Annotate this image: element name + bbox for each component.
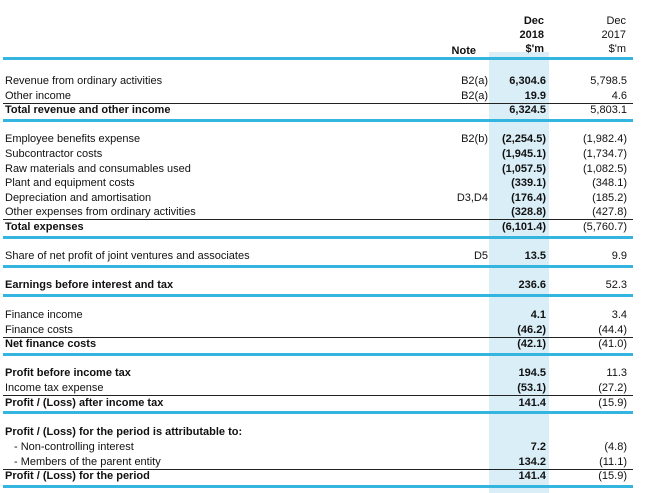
table-row: Finance costs (46.2) (44.4)	[5, 324, 627, 336]
section-rule	[3, 353, 633, 356]
table-row: Other income B2(a) 19.9 4.6	[5, 90, 627, 102]
table-row: Revenue from ordinary activities B2(a) 6,304.6 5,798.5	[5, 75, 627, 87]
total-row: Total revenue and other income 6,324.5 5,803.1	[5, 104, 627, 116]
subtotal-line	[3, 395, 633, 396]
total-row: Total expenses (6,101.4) (5,760.7)	[5, 221, 627, 233]
table-row: - Non-controlling interest 7.2 (4.8)	[14, 441, 627, 453]
section-rule	[3, 411, 633, 414]
total-row: Profit / (Loss) for the period 141.4 (15.9)	[5, 470, 627, 482]
table-row: Employee benefits expense B2(b) (2,254.5) (1,982.4)	[5, 133, 627, 145]
table-row: Raw materials and consumables used (1,057.5) (1,082.5)	[5, 163, 627, 175]
table-row: Finance income 4.1 3.4	[5, 309, 627, 321]
table-row: Other expenses from ordinary activities (328.8) (427.8)	[5, 206, 627, 218]
header-rule	[3, 57, 633, 60]
note-header: Note	[451, 45, 476, 57]
table-row: Share of net profit of joint ventures and associates D5 13.5 9.9	[5, 250, 627, 262]
col-2017-header: Dec 2017 $'m	[601, 15, 626, 55]
total-row: Profit before income tax 194.5 11.3	[5, 367, 627, 379]
table-row: Subcontractor costs (1,945.1) (1,734.7)	[5, 148, 627, 160]
section-heading: Profit / (Loss) for the period is attributable to:	[5, 426, 243, 438]
section-rule	[3, 294, 633, 297]
section-rule	[3, 236, 633, 239]
subtotal-line	[3, 219, 633, 220]
total-row: Net finance costs (42.1) (41.0)	[5, 338, 627, 350]
section-rule	[3, 485, 633, 488]
total-row: Profit / (Loss) after income tax 141.4 (15.9)	[5, 397, 627, 409]
table-row: Income tax expense (53.1) (27.2)	[5, 382, 627, 394]
section-rule	[3, 265, 633, 268]
section-rule	[3, 119, 633, 122]
table-row: Plant and equipment costs (339.1) (348.1)	[5, 177, 627, 189]
total-row: Earnings before interest and tax 236.6 52.3	[5, 279, 627, 291]
table-row: - Members of the parent entity 134.2 (11.1)	[14, 456, 627, 468]
table-row: Depreciation and amortisation D3,D4 (176.4) (185.2)	[5, 192, 627, 204]
col-2018-header: Dec 2018 $'m	[519, 15, 544, 55]
